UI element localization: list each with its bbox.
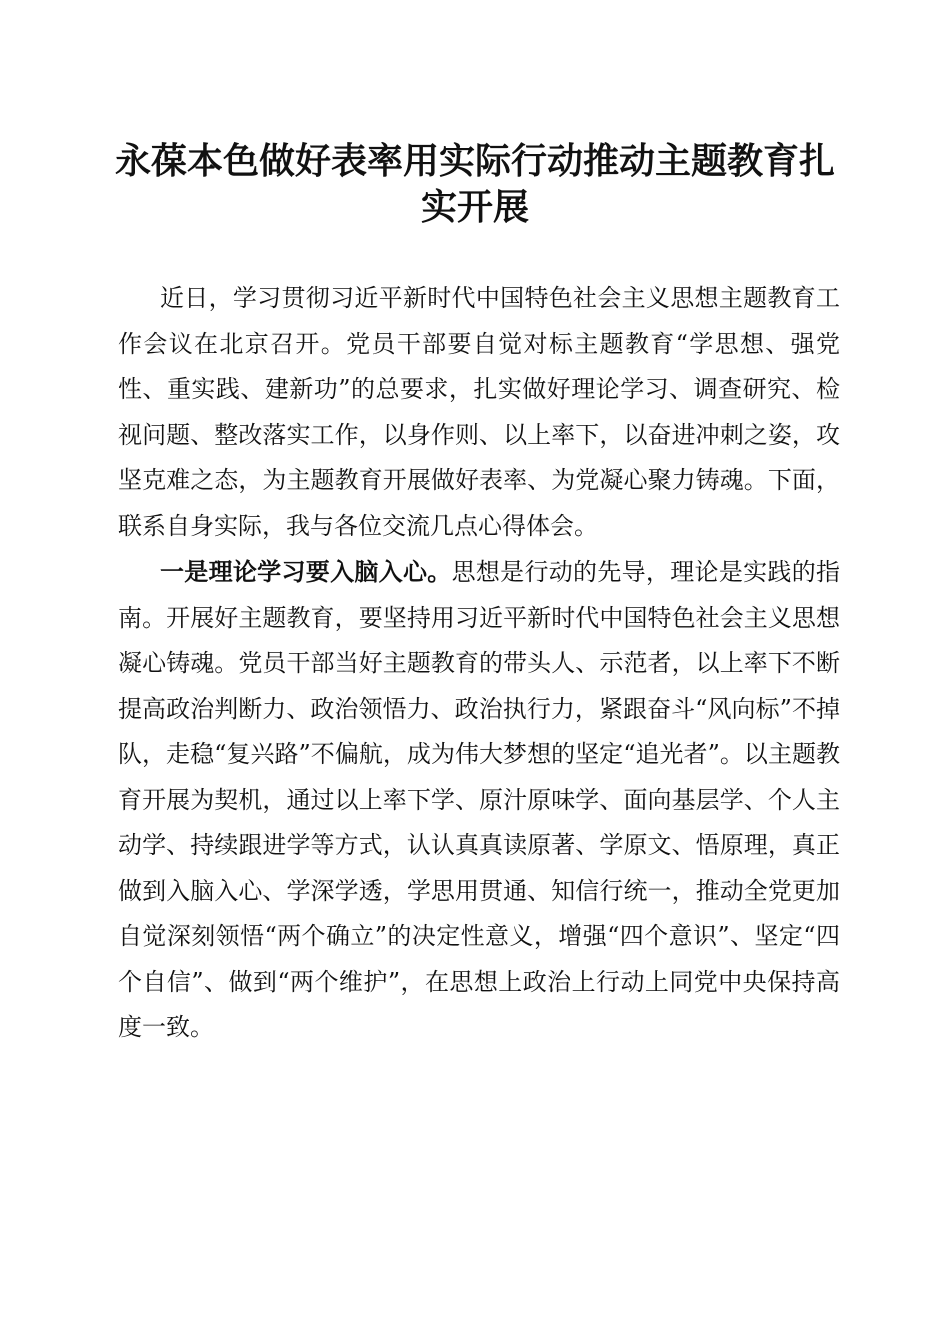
paragraph-theory-study-text: 思想是行动的先导，理论是实践的指南。开展好主题教育，要坚持用习近平新时代中国特色社会主义思想凝心铸魂。党员干部当好主题教育的带头人、示范者，以上率下不断提高政治判断力、政治领悟力、政治执行力，紧跟奋斗“风向标”不掉队，走稳“复兴路”不偏航，成为伟大梦想的坚定“追光者”。以主题教育开展为契机，通过以上率下学、原汁原味学、面向基层学、个人主动学、持续跟进学等方式，认认真真读原著、学原文、悟原理，真正做到入脑入心、学深学透，学思用贯通、知信行统一，推动全党更加自觉深刻领悟“两个确立”的决定性意义，增强“四个意识”、坚定“四个自信”、做到“两个维护”，在思想上政治上行动上同党中央保持高度一致。	[118, 558, 841, 1041]
document-body	[118, 276, 840, 1051]
paragraph-theory-study	[118, 549, 840, 1051]
document-title: 永葆本色做好表率用实际行动推动主题教育扎实开展	[114, 140, 835, 228]
paragraph-lead-heading: 一是理论学习要入脑入心。	[160, 557, 452, 586]
paragraph-intro	[118, 276, 840, 549]
paragraph-intro-text: 近日，学习贯彻习近平新时代中国特色社会主义思想主题教育工作会议在北京召开。党员干部要自觉对标主题教育“学思想、强党性、重实践、建新功”的总要求，扎实做好理论学习、调查研究、检视问题、整改落实工作，以身作则、以上率下，以奋进冲刺之姿，攻坚克难之态，为主题教育开展做好表率、为党凝心聚力铸魂。下面，联系自身实际，我与各位交流几点心得体会。	[118, 284, 840, 540]
